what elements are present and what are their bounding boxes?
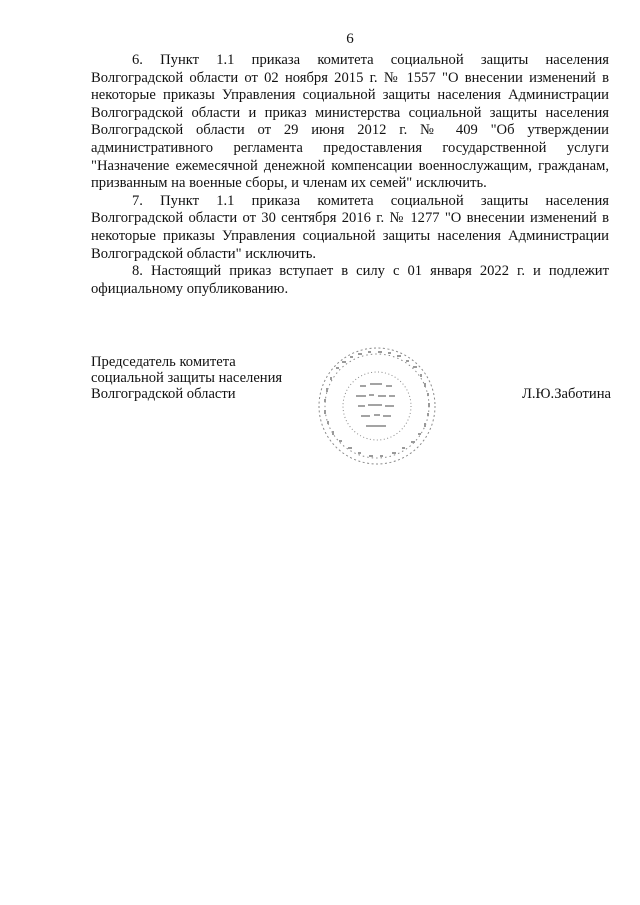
paragraph-item-8: 8. Настоящий приказ вступает в силу с 01 января 2022 г. и подлежит официальному опубликованию. [91,263,609,297]
signature-block [91,354,611,402]
signer-position-line-2: социальной защиты населения [91,370,283,386]
paragraph-item-6: 6. Пункт 1.1 приказа комитета социальной защиты населения Волгоградской области от 02 ноября 2015 г. № 1557 "О внесении изменений в некоторые приказы Управления социальной защиты населения Администрации Волгоградской области и приказ министерства социальной защиты населения Волгоградской области от 29 июня 2012 г. № 409 "Об утверждении административного регламента предоставления государственной услуги "Назначение ежемесячной денежной компенсации военнослужащим, гражданам, призванным на военные сборы, и членам их семей" исключить. [91,52,609,192]
signer-position-line-1: Председатель комитета [91,354,236,370]
signer-name: Л.Ю.Заботина [522,386,611,402]
paragraph-item-7: 7. Пункт 1.1 приказа комитета социальной защиты населения Волгоградской области от 30 сентября 2016 г. № 1277 "О внесении изменений в некоторые приказы Управления социальной защиты населения Администрации Волгоградской области" исключить. [91,192,609,262]
signer-position-line-3: Волгоградской области [91,386,236,402]
document-body [91,52,609,298]
page-number: 6 [346,31,354,47]
